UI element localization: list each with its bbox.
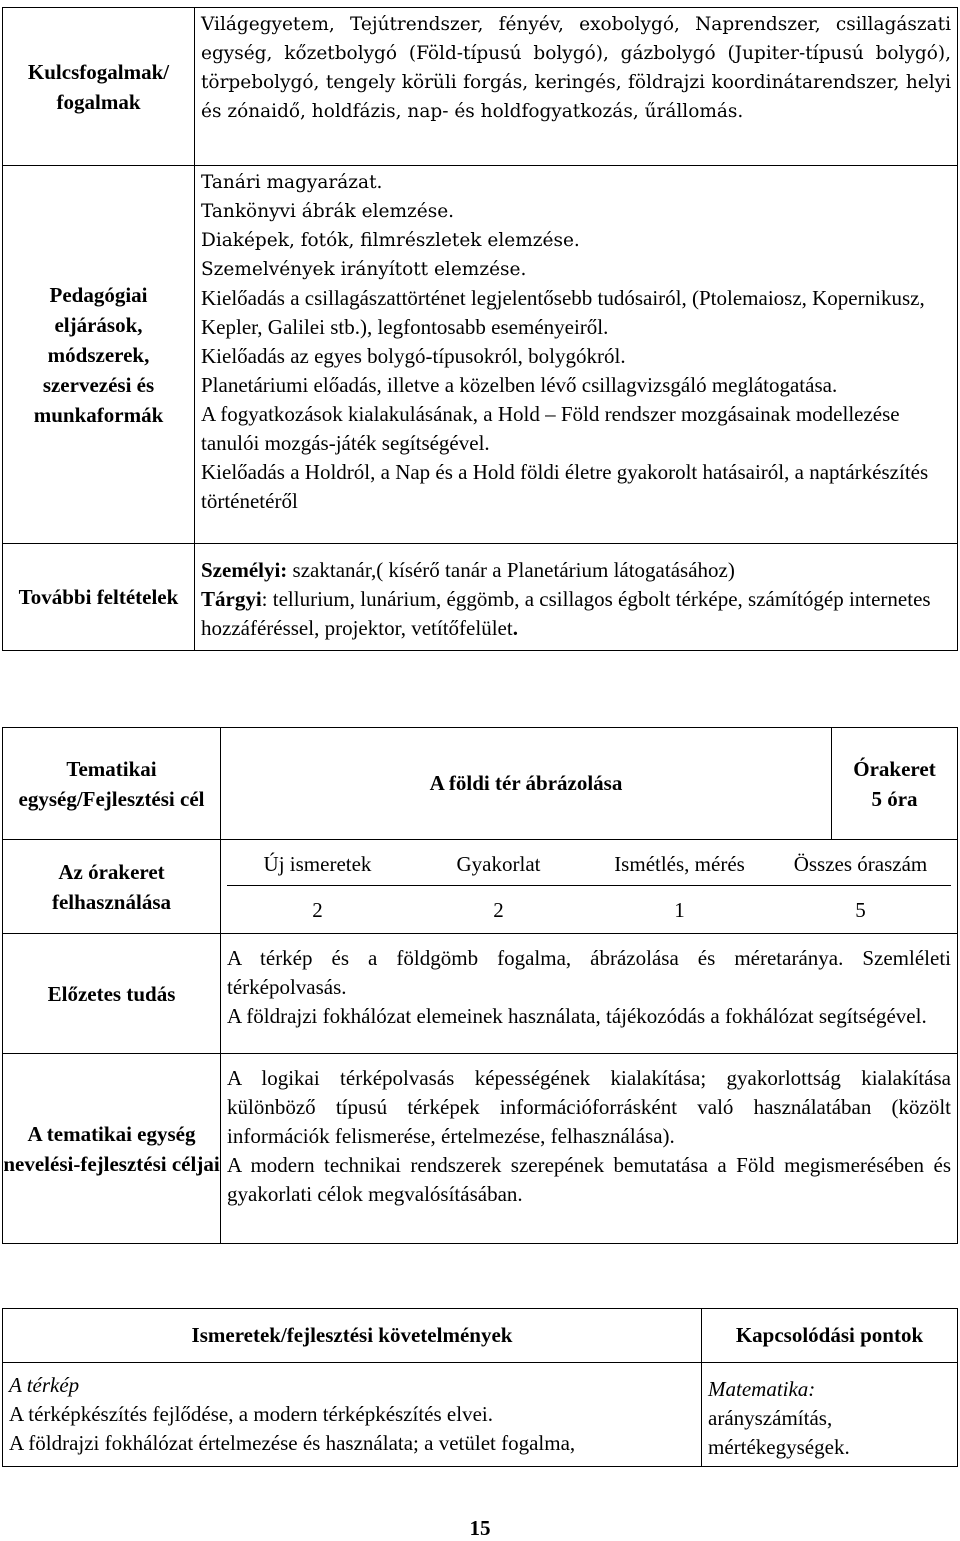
content-conditions [195,544,958,651]
conditions-material [201,585,951,643]
method-item: Planetáriumi előadás, illetve a közelben lévő csillagvizsgáló meglátogatása. [201,373,838,397]
method-item: Tankönyvi ábrák elemzése. [201,201,455,222]
label-hours-usage: Az órakeret felhasználása [3,840,221,934]
hours-usage-cell [221,840,958,934]
material-label: Tárgyi [201,587,262,611]
hours-label: Órakeret [853,756,936,781]
goal-item: A logikai térképolvasás képességének kialakítása; gyakorlottság kialakítása különböző típusú térképek információforrásként való használatában (közölt információk felismerése, értelmezése, felhasználása). [227,1066,951,1148]
requirements-line: A földrajzi fokhálózat értelmezése és használata; a vetület fogalma, [9,1431,576,1455]
table-requirements [2,1308,958,1467]
content-prior-knowledge [221,934,958,1054]
personal-label: Személyi: [201,558,288,582]
page-number: 15 [469,1516,491,1540]
table-thematic-unit [2,727,958,1244]
requirements-title: A térkép [9,1373,80,1397]
goal-item: A modern technikai rendszerek szerepének bemutatása a Föld megismerésében és gyakorlati célok megvalósításában. [227,1153,951,1206]
usage-header-practice: Gyakorlat [408,846,589,886]
label-prior-knowledge: Előzetes tudás [3,934,221,1054]
usage-value-total: 5 [855,898,866,922]
label-conditions: További feltételek [3,544,195,651]
method-item: Kielőadás a Holdról, a Nap és a Hold földi életre gyakorolt hatásairól, a naptárkészítés történetéről [201,460,929,513]
row-key-concepts [3,8,958,166]
content-connections [702,1363,958,1467]
hours-cell [832,728,958,840]
method-item: Kielőadás az egyes bolygó-típusokról, bolygókról. [201,344,626,368]
hours-usage-grid [227,846,951,927]
usage-header-review: Ismétlés, mérés [589,846,770,886]
header-connections: Kapcsolódási pontok [702,1309,958,1363]
prior-knowledge-item: A térkép és a földgömb fogalma, ábrázolása és méretaránya. Szemléleti térképolvasás. [227,946,951,999]
table-curriculum-details [2,7,958,651]
row-hours-usage [3,840,958,934]
row-prior-knowledge [3,934,958,1054]
method-item: Szemelvények irányított elemzése. [201,259,527,280]
connections-title: Matematika: [708,1377,816,1401]
content-key-concepts [195,8,958,166]
method-item: A fogyatkozások kialakulásának, a Hold – Föld rendszer mozgásainak modellezése tanulói mozgás-játék segítségével. [201,402,900,455]
conditions-personal [201,556,951,585]
usage-value-practice: 2 [493,898,504,922]
material-text: : tellurium, lunárium, éggömb, a csillagos égbolt térképe, számítógép internetes hozzáféréssel, projektor, vetítőfelület [201,587,931,640]
requirements-line: A térképkészítés fejlődése, a modern térképkészítés elvei. [9,1402,493,1426]
unit-title: A földi tér ábrázolása [221,728,832,840]
key-concepts-text: Világegyetem, Tejútrendszer, fényév, exobolygó, Naprendszer, csillagászati egység, kőzetbolygó (Föld-típusú bolygó), gázbolygó (Jupiter-típusú bolygó), törpebolygó, tengely körüli forgás, keringés, földrajzi koordinátarendszer, helyi és zónaidő, holdfázis, nap- és holdfogyatkozás, űrállomás. [201,14,951,122]
content-goals [221,1054,958,1244]
label-methods: Pedagógiai eljárások, módszerek, szervezési és munkaformák [3,166,195,544]
hours-value: 5 óra [871,786,918,811]
material-end: . [512,616,518,640]
label-goals: A tematikai egység nevelési-fejlesztési céljai [3,1054,221,1244]
row-requirements-body [3,1363,958,1467]
usage-value-new: 2 [312,898,323,922]
label-key-concepts: Kulcsfogalmak/ fogalmak [3,8,195,166]
usage-header-total: Összes óraszám [770,846,951,886]
row-unit-title [3,728,958,840]
row-requirements-header [3,1309,958,1363]
usage-value-review: 1 [674,898,685,922]
row-conditions [3,544,958,651]
method-item: Diaképek, fotók, filmrészletek elemzése. [201,230,580,251]
header-requirements: Ismeretek/fejlesztési követelmények [3,1309,702,1363]
connections-text: arányszámítás, mértékegységek. [708,1406,850,1459]
content-requirements [3,1363,702,1467]
content-methods [195,166,958,544]
method-item: Tanári magyarázat. [201,172,383,193]
method-item: Kielőadás a csillagászattörténet legjelentősebb tudósairól, (Ptolemaiosz, Kopernikusz, Kepler, Galilei stb.), legfontosabb eseményeiről. [201,286,925,339]
row-methods [3,166,958,544]
prior-knowledge-item: A földrajzi fokhálózat elemeinek használata, tájékozódás a fokhálózat segítségével. [227,1004,927,1028]
personal-text: szaktanár,( kísérő tanár a Planetárium látogatásához) [287,558,735,582]
row-goals [3,1054,958,1244]
usage-header-new: Új ismeretek [227,846,408,886]
label-thematic-unit: Tematikai egység/Fejlesztési cél [3,728,221,840]
